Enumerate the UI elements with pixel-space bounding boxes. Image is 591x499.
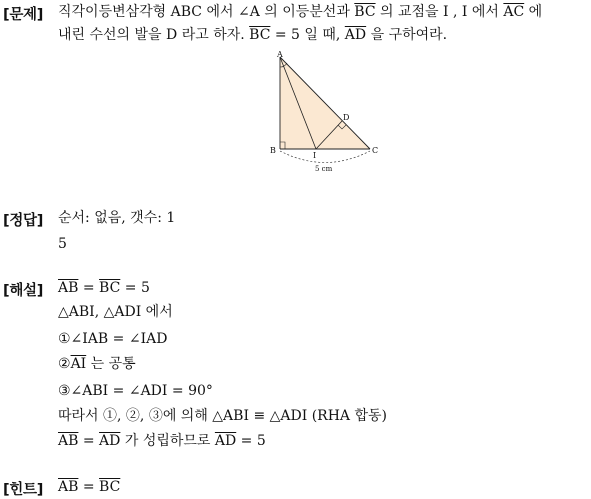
conclusion-text: 가 성립하므로 <box>120 433 215 449</box>
segment-bc: $\overline{BC}$ <box>99 280 121 296</box>
segment-ab: $\overline{AB}$ <box>58 479 79 495</box>
problem-tag: [문제] <box>3 7 44 23</box>
segment-ad: $\overline{AD}$ <box>99 433 121 449</box>
solution-line-4 <box>58 355 136 373</box>
value-text: = 5 <box>236 433 266 449</box>
circled-2: ② <box>58 356 71 372</box>
solution-line-2: △ABI, △ADI 에서 <box>58 304 173 320</box>
value-text: = 5 <box>120 280 150 296</box>
label-c: C <box>372 146 379 155</box>
solution-line-5: ③∠ABI = ∠ADI = 90° <box>58 383 213 399</box>
answer-line-2: 5 <box>58 236 67 252</box>
solution-line-6: 따라서 ①, ②, ③에 의해 △ABI ≡ △ADI (RHA 합동) <box>58 408 387 424</box>
segment-bc: $\overline{BC}$ <box>249 27 271 43</box>
hint-line <box>58 478 120 496</box>
length-arc <box>280 151 370 163</box>
segment-ad: $\overline{AD}$ <box>344 27 367 43</box>
problem-text: 의 교점을 I , I 에서 <box>375 4 504 20</box>
common-text: 는 공통 <box>86 356 136 372</box>
label-length: 5 cm <box>315 165 333 173</box>
solution-line-3: ①∠IAB = ∠IAD <box>58 331 168 347</box>
problem-line-2 <box>58 26 447 44</box>
problem-text: 에 <box>524 4 543 20</box>
answer-line-1: 순서: 없음, 갯수: 1 <box>58 210 176 226</box>
equals-text: = <box>78 280 100 296</box>
problem-line-1 <box>58 3 542 21</box>
label-a: A <box>277 50 283 59</box>
segment-ac: $\overline{AC}$ <box>503 4 525 20</box>
triangle-figure <box>266 48 384 174</box>
segment-ai: $\overline{AI}$ <box>70 356 87 372</box>
problem-text: 직각이등변삼각형 ABC 에서 ∠A 의 이등분선과 <box>58 4 355 20</box>
problem-text: = 5 일 때, <box>270 27 345 43</box>
solution-tag: [해설] <box>3 283 44 299</box>
label-i: I <box>313 151 317 160</box>
label-b: B <box>270 146 276 155</box>
solution-line-7 <box>58 432 266 450</box>
solution-line-1 <box>58 279 150 297</box>
segment-bc: $\overline{BC}$ <box>99 479 121 495</box>
segment-ab: $\overline{AB}$ <box>58 280 79 296</box>
segment-bc: $\overline{BC}$ <box>354 4 376 20</box>
triangle-diagram <box>266 48 384 174</box>
equals-text: = <box>78 433 100 449</box>
segment-ab: $\overline{AB}$ <box>58 433 79 449</box>
label-d: D <box>343 113 350 122</box>
answer-tag: [정답] <box>3 213 44 229</box>
equals-text: = <box>78 479 100 495</box>
hint-tag: [힌트] <box>3 482 44 498</box>
problem-text: 을 구하여라. <box>366 27 448 43</box>
segment-ad: $\overline{AD}$ <box>214 433 237 449</box>
problem-text: 내린 수선의 발을 D 라고 하자. <box>58 27 250 43</box>
